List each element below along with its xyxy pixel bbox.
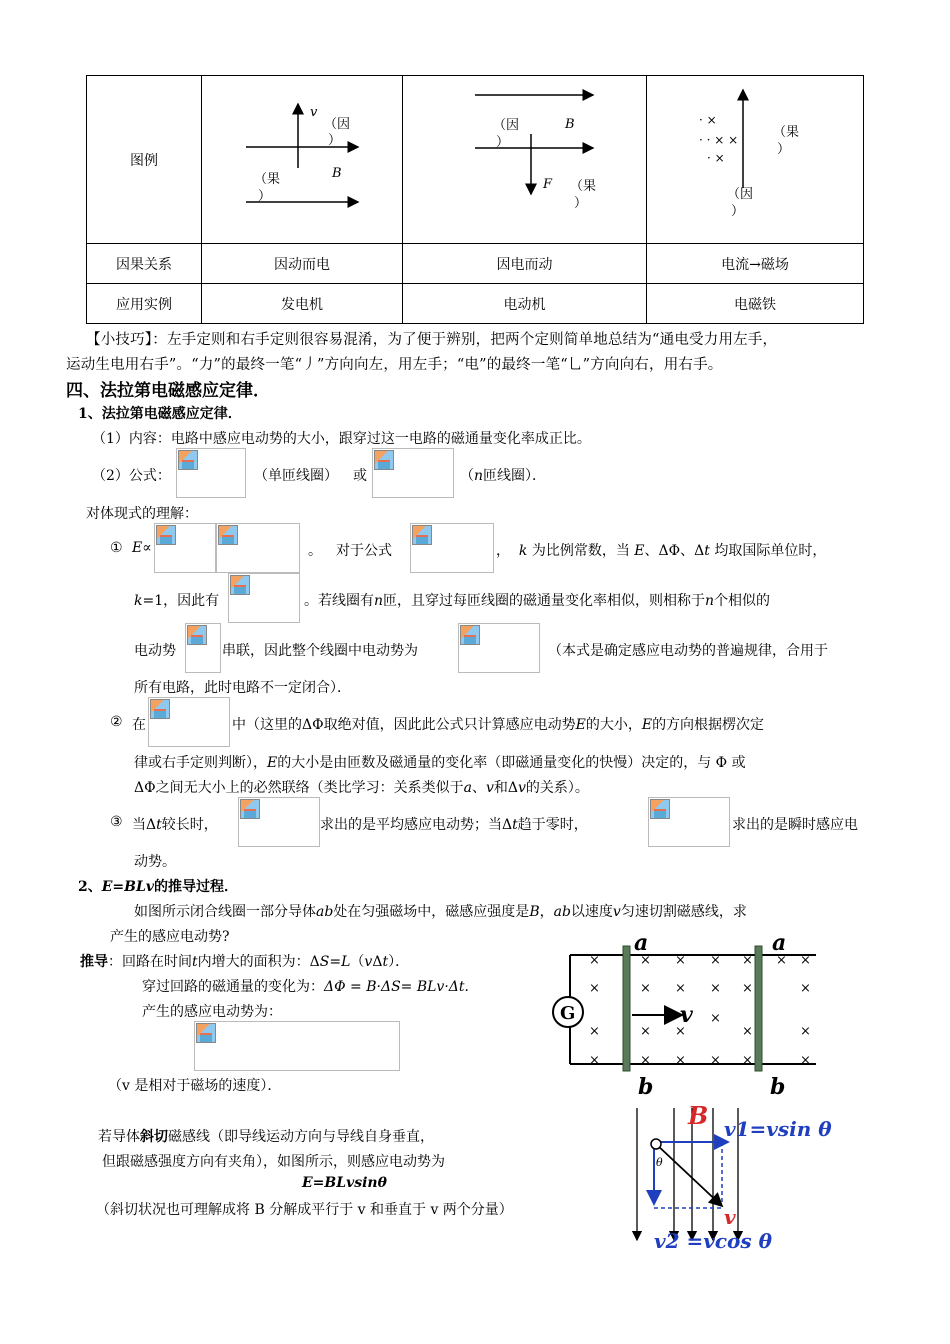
effect-label-close: ） (574, 196, 588, 211)
motor-diagram (403, 76, 646, 243)
multi-post: 匝线圈）． (483, 468, 547, 484)
theta-label: θ (656, 1156, 663, 1169)
single-coil-label: （单匝线圈） (254, 468, 338, 484)
cause-label: （因 (493, 118, 520, 133)
field-row-1: · × (699, 113, 717, 127)
image-placeholder-icon (178, 450, 198, 470)
p2-f: 的大小是由匝数及磁通量的变化率（即磁通量变化的快慢）决定的，与 Φ 或 (277, 755, 746, 771)
p1-d: E (634, 543, 645, 559)
formula-image-multi (372, 448, 454, 498)
image-placeholder-icon (150, 699, 170, 719)
s2-E: E (101, 879, 113, 895)
p1-rest-a (496, 540, 826, 560)
cross-mark: × (800, 1053, 811, 1068)
cause-label: （因 (727, 187, 754, 202)
s2-pre: 2、 (78, 879, 102, 895)
p3-f: 动势。 (134, 854, 176, 870)
p2-a: 在 (132, 717, 146, 733)
cross-mark: × (742, 981, 753, 996)
deriv-L: L (341, 954, 351, 970)
oblique-line-2: 但跟磁感强度方向有夹角），如图所示，则感应电动势为 (102, 1154, 445, 1170)
p1-k: k (518, 543, 528, 559)
field-crosses (589, 953, 811, 1068)
tip-line-1: 【小技巧】：左手定则和右手定则很容易混淆，为了便于辨别，把两个定则简单地总结为“通电受力用左手， (86, 332, 778, 348)
image-placeholder-icon (240, 799, 260, 819)
section-4-title: 四、法拉第电磁感应定律． (66, 381, 270, 401)
p2-v: v (485, 780, 494, 796)
formula-image-inst (648, 797, 730, 847)
cross-mark: × (742, 1053, 753, 1068)
formula-image-p2 (148, 697, 230, 747)
p1-i: 匝，且穿过每匝线圈的磁通量变化率相似，则相称于 (383, 593, 706, 609)
row-label-apply: 应用实例 (86, 283, 202, 324)
content-line: （1）内容：电路中感应电动势的大小，跟穿过这一电路的磁通量变化率成正比。 (92, 431, 591, 447)
intro-B: B (529, 904, 540, 920)
oblique-line-1 (98, 1126, 434, 1146)
galvanometer-label: G (560, 1003, 576, 1024)
image-placeholder-icon (187, 625, 207, 645)
cross-mark: × (800, 1024, 811, 1039)
subsection-2-title (78, 876, 238, 896)
oblique-pre: 若导体 (98, 1129, 140, 1145)
p2-d: 的方向根据楞次定 (652, 717, 765, 733)
label-b-right: b (770, 1074, 786, 1100)
deriv-v: v (364, 954, 373, 970)
B-label: B (565, 117, 575, 132)
p1-p: 所有电路，此时电路不一定闭合）． (134, 680, 351, 696)
p1-n2: n (705, 593, 715, 609)
p3-b: 较长时， (161, 817, 218, 833)
p2-b: 中（这里的ΔΦ取绝对值，因此此公式只计算感应电动势 (232, 717, 576, 733)
rod-left (623, 946, 630, 1071)
v-label: v (310, 105, 318, 120)
p3-t: t (156, 817, 162, 833)
cross-mark: × (675, 1024, 686, 1039)
p3-c: 求出的是平均感应电动势；当Δ (320, 817, 513, 833)
image-placeholder-icon (156, 525, 176, 545)
p2-line-b (134, 752, 746, 772)
p1-num: ① (110, 540, 123, 556)
cause-label: （因 (324, 117, 351, 132)
intro-v: v (612, 904, 621, 920)
formula-prefix: （2）公式： (92, 468, 171, 484)
cross-mark: × (710, 1053, 721, 1068)
deriv-t2: t (382, 954, 389, 970)
p2-num: ② (110, 714, 123, 730)
p1-h: 。若线圈有 (304, 593, 374, 609)
intro-1: 如图所示闭合线圈一部分导体 (134, 904, 316, 920)
cause-cell-2: 因电而动 (402, 243, 647, 284)
p1-m: 串联，因此整个线圈中电动势为 (222, 643, 418, 659)
p1-j: 个相似的 (714, 593, 771, 609)
ratio-image-1 (154, 523, 216, 573)
cross-mark: × (589, 953, 600, 968)
deriv-S: S (319, 954, 330, 970)
formula-image-k (410, 523, 494, 573)
emf-line: 产生的感应电动势为： (142, 1004, 282, 1020)
cross-mark: × (800, 953, 811, 968)
cause-label-close: ） (496, 135, 510, 150)
image-placeholder-icon (650, 799, 670, 819)
flux-end: ． (464, 979, 479, 995)
flux-eq: ΔΦ = B·ΔS= BLv·Δt (324, 979, 465, 995)
cross-mark: × (742, 953, 753, 968)
cause-label-close: ） (328, 133, 342, 148)
cross-mark: × (640, 953, 651, 968)
intro-ab2: ab (553, 904, 571, 920)
understand-label: 对体现式的理解： (86, 506, 198, 522)
intro-3: ， (539, 904, 554, 920)
p2-e: 律或右手定则判断）， (134, 755, 267, 771)
p1-line-b-rest (304, 590, 770, 610)
p1-E-letter: E (132, 540, 143, 556)
row-label-cause: 因果关系 (86, 243, 202, 284)
subsection-1-title: 1、法拉第电磁感应定律． (78, 406, 242, 422)
cross-mark: × (640, 1024, 651, 1039)
apply-cell-2: 电动机 (402, 283, 647, 324)
formula-image-k1 (228, 573, 300, 623)
velocity-vector (656, 1144, 722, 1206)
image-placeholder-icon (460, 625, 480, 645)
s2-post: 的推导过程． (153, 879, 238, 895)
cross-mark: × (800, 981, 811, 996)
intro-2: 处在匀强磁场中，磁感应强度是 (333, 904, 530, 920)
p2-g: ΔΦ之间无大小上的必然联络（类比学习：关系类似于 (134, 780, 464, 796)
oblique-formula: E=BLvsinθ (302, 1175, 387, 1191)
formula-image-avg (238, 797, 320, 847)
deriv-1: ：回路在时间 (108, 954, 192, 970)
p1-b: ， (496, 543, 510, 559)
p1-a: 对于公式 (336, 543, 392, 559)
cross-mark: × (710, 1011, 721, 1026)
p2-c: 的大小， (585, 717, 642, 733)
cross-mark: × (742, 1024, 753, 1039)
p2-line-a (232, 714, 764, 734)
formula-image-single (176, 448, 246, 498)
intro-line-2: 产生的感应电动势? (110, 929, 230, 945)
s2-BLv: BLv (124, 879, 154, 895)
cross-mark: × (675, 981, 686, 996)
cross-mark: × (710, 953, 721, 968)
cross-mark: × (640, 1053, 651, 1068)
cross-mark: × (675, 953, 686, 968)
B-label: B (332, 166, 342, 181)
cross-mark: × (589, 981, 600, 996)
p3-line-a (132, 814, 218, 834)
effect-label: （果 (254, 172, 281, 187)
p2-i: 和Δ (493, 780, 518, 796)
deriv-2: 内增大的面积为：Δ (197, 954, 320, 970)
p2-j: 的关系）。 (525, 780, 589, 796)
image-placeholder-icon (412, 525, 432, 545)
p1-c: 为比例常数，当 (531, 543, 630, 559)
p2-a2: a (463, 780, 472, 796)
tip-line-2: 运动生电用右手”。“力”的最终一笔“丿”方向向左，用左手；“电”的最终一笔“乚”方向向右，用右手。 (66, 357, 723, 373)
image-placeholder-icon (230, 575, 250, 595)
flux-label: 穿过回路的磁通量的变化为： (142, 979, 324, 995)
derivation-line (80, 951, 409, 971)
label-b-left: b (638, 1074, 654, 1100)
p3-d: 趋于零时， (517, 817, 588, 833)
p1-e: 、ΔΦ、Δ (644, 543, 705, 559)
cross-mark: × (675, 1053, 686, 1068)
deriv-4: （ (350, 954, 365, 970)
deriv-t: t (192, 954, 198, 970)
oblique-cut-figure (610, 1100, 850, 1250)
effect-label: （果 (773, 125, 800, 140)
p1-g: =1，因此有 (142, 593, 220, 609)
p2-h: 、 (471, 780, 486, 796)
generator-diagram (202, 76, 402, 243)
B-label: B (688, 1101, 709, 1130)
p1-E (132, 540, 152, 556)
p1-line-b (134, 590, 219, 610)
p3-a: 当Δ (132, 817, 157, 833)
cross-mark: × (589, 1024, 600, 1039)
p2-E2: E (641, 717, 653, 733)
F-label: F (543, 177, 553, 192)
image-placeholder-icon (196, 1023, 216, 1043)
p1-prop: ∝ (142, 540, 152, 556)
p2-E: E (575, 717, 586, 733)
multi-coil-label (460, 465, 546, 485)
cross-mark: × (776, 953, 787, 968)
cross-mark: × (640, 981, 651, 996)
intro-4: 以速度 (570, 904, 613, 920)
apply-cell-3: 电磁铁 (646, 283, 864, 324)
multi-n: n (474, 468, 484, 484)
deriv-3: = (329, 954, 342, 970)
p1-l: 电动势 (134, 643, 176, 659)
intro-5: 匀速切割磁感线，求 (620, 904, 747, 920)
p1-n: n (374, 593, 384, 609)
p1-t: t (704, 543, 710, 559)
v2-label: v2 =vcos θ (654, 1229, 772, 1250)
formula-image-emf (185, 623, 221, 673)
multi-open: （ (460, 468, 474, 484)
p1-o: （本式是确定感应电动势的普遍规律，合用于 (548, 643, 828, 659)
velocity-label: v (680, 1002, 693, 1028)
oblique-post: 磁感线（即导线运动方向与导线自身垂直， (168, 1129, 434, 1145)
p3-num: ③ (110, 814, 123, 830)
apply-cell-1: 发电机 (201, 283, 403, 324)
deriv-label: 推导 (80, 954, 108, 970)
row-label-diagram: 图例 (86, 75, 202, 244)
p1-k1: k (134, 593, 143, 609)
formula-image-total (458, 623, 540, 673)
intro-ab: ab (316, 904, 334, 920)
s2-eq: = (112, 879, 125, 895)
label-a-left: a (634, 930, 649, 956)
intro-line-1 (134, 901, 747, 921)
p1-f: 均取国际单位时， (714, 543, 827, 559)
cross-mark: × (710, 981, 721, 996)
oblique-bold: 斜切 (140, 1129, 168, 1145)
cause-cell-1: 因动而电 (201, 243, 403, 284)
field-row-3: · × (707, 151, 725, 165)
label-a-right: a (772, 930, 787, 956)
field-row-2: · · × × (699, 133, 739, 147)
cause-cell-3: 电流→磁场 (646, 243, 864, 284)
v1-label: v1=vsin θ (724, 1117, 832, 1141)
p3-e: 求出的是瞬时感应电 (732, 817, 858, 833)
pivot-point (651, 1139, 661, 1149)
oblique-line-3: （斜切状况也可理解成将 B 分解成平行于 v 和垂直于 v 两个分量） (96, 1202, 513, 1218)
flux-line (142, 976, 479, 996)
ratio-image-2 (216, 523, 300, 573)
cause-label-close: ） (731, 204, 745, 219)
p3-line-b (320, 814, 588, 834)
formula-image-emf-blv (194, 1021, 400, 1071)
p2-line-c (134, 777, 589, 797)
velocity-note: （v 是相对于磁场的速度）． (108, 1078, 282, 1094)
v-label: v (724, 1205, 736, 1229)
p3-t2: t (512, 817, 518, 833)
image-placeholder-icon (374, 450, 394, 470)
image-placeholder-icon (218, 525, 238, 545)
electromagnet-diagram (647, 76, 863, 243)
p2-E3: E (267, 755, 278, 771)
p1-dot: 。 (308, 543, 322, 559)
effect-label-close: ） (777, 142, 791, 157)
deriv-6: ）． (388, 954, 410, 970)
or-label: 或 (353, 468, 367, 484)
rail-circuit-figure (548, 928, 838, 1100)
deriv-5: Δ (372, 954, 383, 970)
effect-label: （果 (570, 179, 597, 194)
cross-mark: × (589, 1053, 600, 1068)
p2-v2: v (518, 780, 526, 796)
effect-label-close: ） (258, 189, 272, 204)
rod-right (755, 946, 762, 1071)
